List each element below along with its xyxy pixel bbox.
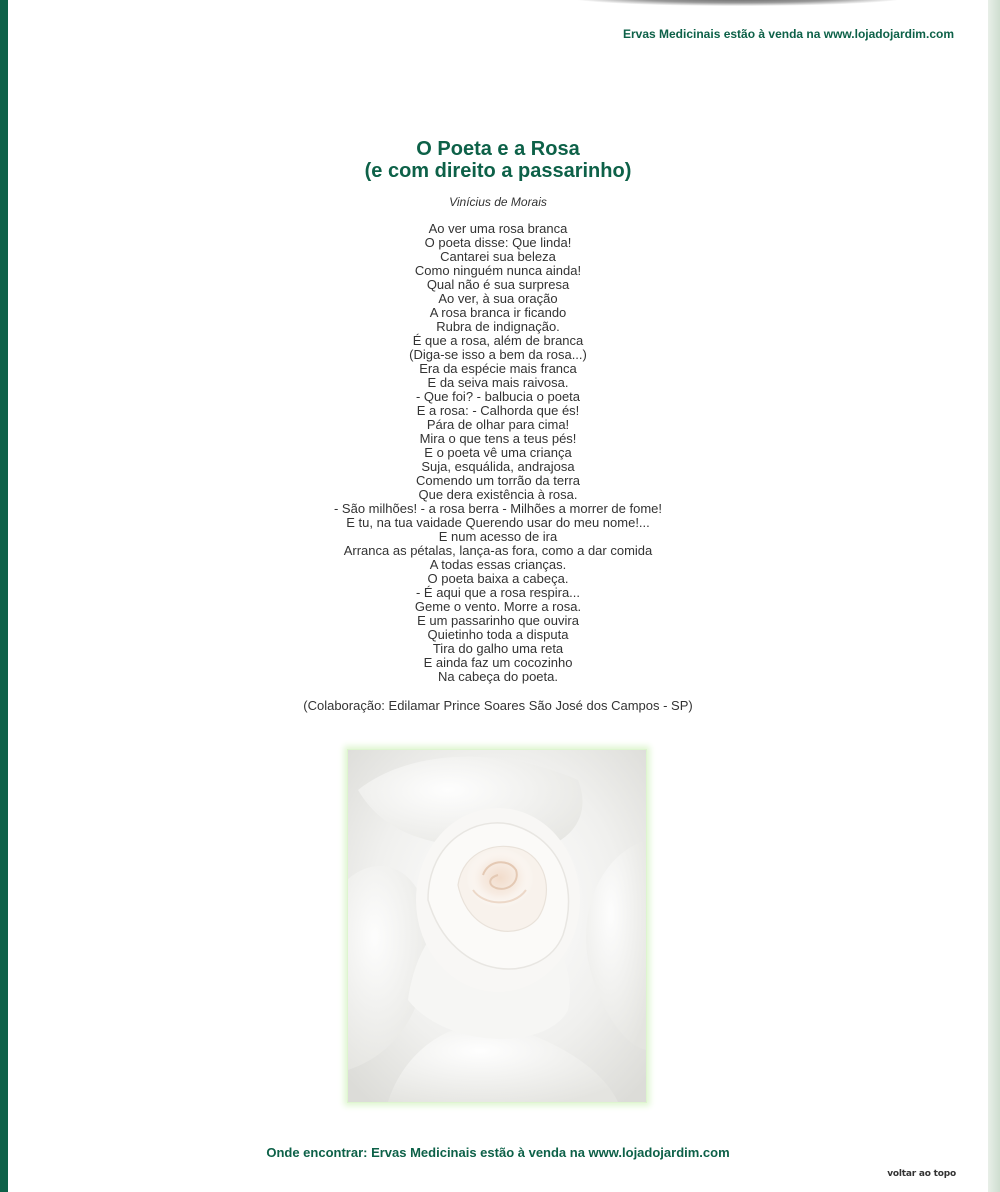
poem-line: E num acesso de ira	[438, 529, 558, 544]
poem-line: A todas essas crianças.	[429, 557, 567, 572]
poem-line: Era da espécie mais franca	[419, 361, 577, 376]
poem-line: Como ninguém nunca ainda!	[414, 263, 582, 278]
poem-line: Cantarei sua beleza	[440, 249, 556, 264]
store-link-top[interactable]: Ervas Medicinais estão à venda na www.lojadojardim.com	[622, 27, 954, 41]
article	[8, 138, 988, 713]
poem-line: Na cabeça do poeta.	[438, 669, 558, 684]
poem-line: E tu, na tua vaidade Querendo usar do meu nome!...	[346, 515, 650, 530]
poem-line: E da seiva mais raivosa.	[427, 375, 569, 390]
poem-line: E um passarinho que ouvira	[417, 613, 579, 628]
page-shadow	[988, 0, 1000, 1192]
poem-line: Rubra de indignação.	[436, 319, 560, 334]
poem-title-line2: (e com direito a passarinho)	[364, 160, 632, 182]
poem-line: E ainda faz um cocozinho	[423, 655, 573, 670]
poem-line: Quietinho toda a disputa	[427, 627, 569, 642]
poem-line: É que a rosa, além de branca	[412, 333, 584, 348]
poem-line: Que dera existência à rosa.	[418, 487, 578, 502]
poem-line: Arranca as pétalas, lança-as fora, como a dar comida	[343, 543, 653, 558]
poem-body	[8, 222, 988, 684]
poem-line: Geme o vento. Morre a rosa.	[414, 599, 582, 614]
poem-line: Tira do galho uma reta	[432, 641, 564, 656]
poem-credit: (Colaboração: Edilamar Prince Soares São José dos Campos - SP)	[303, 698, 693, 713]
white-rose-image	[348, 750, 646, 1102]
poem-line: Comendo um torrão da terra	[415, 473, 581, 488]
poem-line: O poeta disse: Que linda!	[424, 235, 572, 250]
poem-line: Ao ver uma rosa branca	[428, 221, 568, 236]
poem-line: - É aqui que a rosa respira...	[415, 585, 581, 600]
store-link-bottom[interactable]: Onde encontrar: Ervas Medicinais estão à venda na www.lojadojardim.com	[266, 1145, 730, 1160]
poem-line: Ao ver, à sua oração	[438, 291, 558, 306]
poem-line: A rosa branca ir ficando	[429, 305, 567, 320]
white-rose-illustration	[348, 750, 646, 1102]
poem-line: E o poeta vê uma criança	[424, 445, 572, 460]
poem-title-line1: O Poeta e a Rosa	[416, 138, 580, 160]
poem-line: O poeta baixa a cabeça.	[427, 571, 569, 586]
page	[8, 0, 988, 1192]
header-decoration	[568, 0, 908, 6]
poem-title	[8, 138, 988, 182]
poem-line: - Que foi? - balbucia o poeta	[415, 389, 581, 404]
poem-line: Suja, esquálida, andrajosa	[421, 459, 575, 474]
poem-line: Qual não é sua surpresa	[426, 277, 570, 292]
poem-line: - São milhões! - a rosa berra - Milhões a morrer de fome!	[333, 501, 662, 516]
poem-line: Pára de olhar para cima!	[426, 417, 570, 432]
poem-line: (Diga-se isso a bem da rosa...)	[409, 347, 587, 362]
back-to-top-link[interactable]: voltar ao topo	[887, 1169, 956, 1179]
poem-line: E a rosa: - Calhorda que és!	[416, 403, 580, 418]
poem-line: Mira o que tens a teus pés!	[419, 431, 577, 446]
poem-author: Vinícius de Morais	[449, 195, 547, 209]
